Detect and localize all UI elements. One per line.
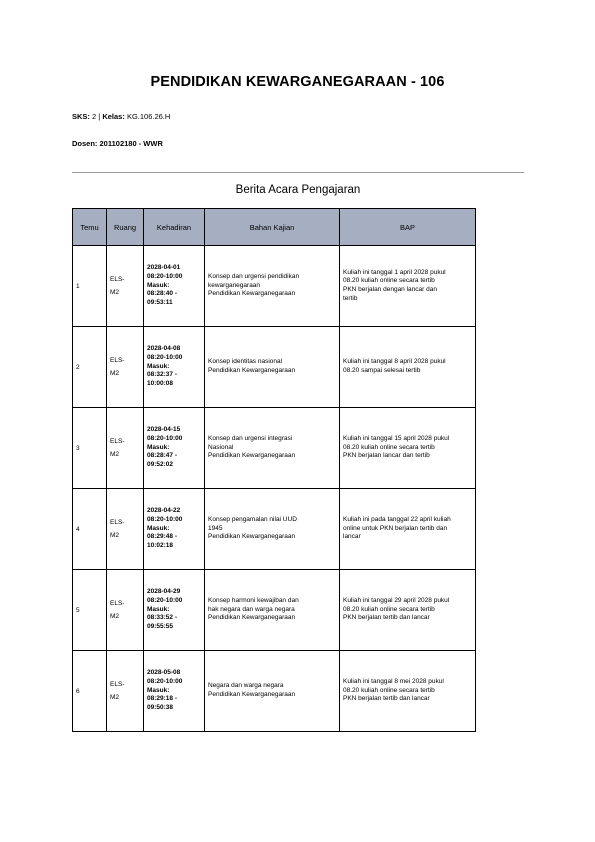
- table-row: [73, 408, 476, 489]
- kehadiran-line: 2028-04-22: [147, 507, 181, 515]
- bap-line: lancar: [343, 533, 361, 541]
- ruang-line: ELS-: [110, 438, 125, 445]
- kelas-value: KG.106.26.H: [126, 112, 171, 121]
- section-title: Berita Acara Pengajaran: [235, 184, 361, 196]
- kehadiran-line: Masuk:: [147, 686, 170, 694]
- temu-cell: 3: [73, 408, 107, 489]
- ruang-line: M2: [110, 532, 120, 539]
- bap-line: online untuk PKN berjalan tertib dan: [343, 524, 448, 532]
- bap-line: PKN berjalan tertib dan lancar: [343, 614, 430, 622]
- kehadiran-line: 2028-04-08: [147, 345, 181, 353]
- temu-cell: 4: [73, 489, 107, 570]
- column-header-ruang: Ruang: [107, 209, 144, 246]
- kehadiran-line: 08:32:37 -: [147, 371, 177, 379]
- bap-line: Kuliah ini pada tanggal 22 april kuliah: [343, 516, 451, 524]
- kehadiran-line: 08:20-10:00: [147, 272, 183, 280]
- ruang-cell: [107, 327, 144, 408]
- kehadiran-cell: [144, 489, 205, 570]
- bap-cell: [340, 327, 476, 408]
- page-title: PENDIDIKAN KEWARGANEGARAAN - 106: [150, 74, 445, 90]
- ruang-line: M2: [110, 613, 120, 620]
- dosen-label: Dosen:: [72, 139, 98, 148]
- bahan-kajian-cell: [205, 570, 340, 651]
- bahan-kajian-line: Konsep harmoni kewajiban dan: [208, 597, 299, 605]
- course-info: [72, 112, 170, 121]
- bap-line: PKN berjalan dengan lancar dan: [343, 286, 437, 293]
- separator: |: [98, 112, 101, 121]
- kehadiran-line: 08:33:52 -: [147, 614, 177, 622]
- bahan-kajian-line: Konsep dan urgensi pendidikan: [208, 273, 300, 281]
- kehadiran-line: Masuk:: [147, 362, 170, 370]
- table-row: [73, 651, 476, 732]
- kehadiran-cell: [144, 246, 205, 327]
- kehadiran-line: 08:28:40 -: [147, 290, 177, 298]
- bahan-kajian-line: Konsep identitas nasional: [208, 358, 283, 366]
- bap-line: Kuliah ini tanggal 15 april 2028 pukul: [343, 435, 450, 443]
- kehadiran-line: 2028-04-29: [147, 588, 181, 596]
- bap-line: Kuliah ini tanggal 29 april 2028 pukul: [343, 597, 450, 605]
- bap-line: Kuliah ini tanggal 8 april 2028 pukul: [343, 358, 446, 366]
- kehadiran-line: Masuk:: [147, 605, 170, 613]
- kehadiran-line: 08:28:47 -: [147, 452, 177, 460]
- column-header-kehadiran: Kehadiran: [144, 209, 205, 246]
- bahan-kajian-line: Konsep pengamalan nilai UUD: [208, 516, 297, 524]
- column-header-bahan-kajian: Bahan Kajian: [205, 209, 340, 246]
- column-header-bap: BAP: [340, 209, 476, 246]
- bap-line: Kuliah ini tanggal 8 mei 2028 pukul: [343, 678, 444, 686]
- ruang-line: ELS-: [110, 519, 125, 526]
- bahan-kajian-line: Pendidikan Kewarganegaraan: [208, 691, 296, 698]
- kehadiran-line: 10:02:18: [147, 542, 174, 550]
- kehadiran-line: 08:20-10:00: [147, 353, 183, 361]
- ruang-line: M2: [110, 694, 120, 701]
- teaching-log-table: [72, 208, 476, 732]
- kehadiran-line: 08:29:48 -: [147, 533, 177, 541]
- ruang-line: ELS-: [110, 600, 125, 607]
- kehadiran-cell: [144, 570, 205, 651]
- bahan-kajian-cell: [205, 246, 340, 327]
- kehadiran-cell: [144, 651, 205, 732]
- bahan-kajian-cell: [205, 408, 340, 489]
- sks-value: 2: [92, 112, 97, 121]
- kehadiran-line: Masuk:: [147, 524, 170, 532]
- bap-line: PKN berjalan tertib dan lancar: [343, 695, 430, 703]
- bap-line: 08.20 kuliah online secara tertib: [343, 443, 435, 451]
- ruang-cell: [107, 246, 144, 327]
- table-row: [73, 327, 476, 408]
- kehadiran-cell: [144, 327, 205, 408]
- kehadiran-line: 2028-05-08: [147, 669, 181, 677]
- kehadiran-line: 09:53:11: [147, 299, 173, 307]
- bap-cell: [340, 489, 476, 570]
- lecturer-info: [72, 139, 163, 148]
- bap-cell: [340, 246, 476, 327]
- temu-cell: 5: [73, 570, 107, 651]
- bahan-kajian-line: kewarganegaraan: [208, 281, 261, 289]
- kehadiran-line: Masuk:: [147, 443, 170, 451]
- bap-line: 08.20 kuliah online secara tertib: [343, 686, 435, 694]
- column-header-temu: Temu: [73, 209, 107, 246]
- table-row: [73, 246, 476, 327]
- kehadiran-line: 08:20-10:00: [147, 677, 183, 685]
- bahan-kajian-line: Pendidikan Kewarganegaraan: [208, 614, 296, 622]
- bap-line: PKN berjalan lancar dan tertib: [343, 452, 430, 460]
- temu-cell: 2: [73, 327, 107, 408]
- ruang-line: M2: [110, 451, 120, 458]
- kehadiran-line: 08:20-10:00: [147, 596, 183, 604]
- kehadiran-line: 10:00:08: [147, 380, 174, 388]
- bahan-kajian-line: Nasional: [208, 443, 234, 451]
- ruang-line: ELS-: [110, 276, 125, 283]
- ruang-line: ELS-: [110, 681, 125, 688]
- bahan-kajian-line: Pendidikan Kewarganegaraan: [208, 290, 296, 298]
- bap-line: 08.20 sampai selesai tertib: [343, 367, 421, 374]
- ruang-cell: [107, 570, 144, 651]
- bap-cell: [340, 408, 476, 489]
- bahan-kajian-cell: [205, 489, 340, 570]
- bap-line: tertib: [343, 294, 358, 302]
- bahan-kajian-line: Konsep dan urgensi integrasi: [208, 435, 293, 443]
- kehadiran-line: Masuk:: [147, 281, 170, 289]
- kehadiran-line: 09:55:55: [147, 623, 174, 631]
- bahan-kajian-line: Pendidikan Kewarganegaraan: [208, 367, 296, 374]
- kehadiran-line: 09:50:38: [147, 704, 174, 712]
- ruang-cell: [107, 651, 144, 732]
- table-row: [73, 570, 476, 651]
- divider: [72, 172, 524, 173]
- bahan-kajian-line: Negara dan warga negara: [208, 682, 284, 690]
- temu-cell: 6: [73, 651, 107, 732]
- kelas-label: Kelas:: [102, 112, 125, 121]
- ruang-cell: [107, 489, 144, 570]
- bahan-kajian-cell: [205, 327, 340, 408]
- ruang-line: M2: [110, 289, 120, 296]
- bahan-kajian-cell: [205, 651, 340, 732]
- kehadiran-line: 08:20-10:00: [147, 434, 183, 442]
- table-header-row: [73, 209, 476, 246]
- bahan-kajian-line: Pendidikan Kewarganegaraan: [208, 533, 296, 541]
- bap-cell: [340, 651, 476, 732]
- bap-line: Kuliah ini tanggal 1 april 2028 pukul: [343, 268, 446, 276]
- sks-label: SKS:: [72, 112, 90, 121]
- kehadiran-line: 08:29:18 -: [147, 695, 177, 703]
- ruang-line: ELS-: [110, 357, 125, 364]
- kehadiran-line: 09:52:02: [147, 461, 174, 469]
- bap-line: 08.20 kuliah online secara tertib: [343, 605, 435, 613]
- bahan-kajian-line: hak negara dan warga negara: [208, 605, 295, 613]
- kehadiran-line: 2028-04-01: [147, 264, 181, 272]
- bap-line: 08.20 kuliah online secara tertib: [343, 277, 435, 285]
- kehadiran-cell: [144, 408, 205, 489]
- bahan-kajian-line: 1945: [208, 524, 223, 532]
- ruang-line: M2: [110, 370, 120, 377]
- dosen-value: 201102180 - WWR: [99, 139, 163, 148]
- ruang-cell: [107, 408, 144, 489]
- temu-cell: 1: [73, 246, 107, 327]
- kehadiran-line: 2028-04-15: [147, 426, 181, 434]
- bap-cell: [340, 570, 476, 651]
- table-row: [73, 489, 476, 570]
- bahan-kajian-line: Pendidikan Kewarganegaraan: [208, 452, 296, 460]
- kehadiran-line: 08:20-10:00: [147, 515, 183, 523]
